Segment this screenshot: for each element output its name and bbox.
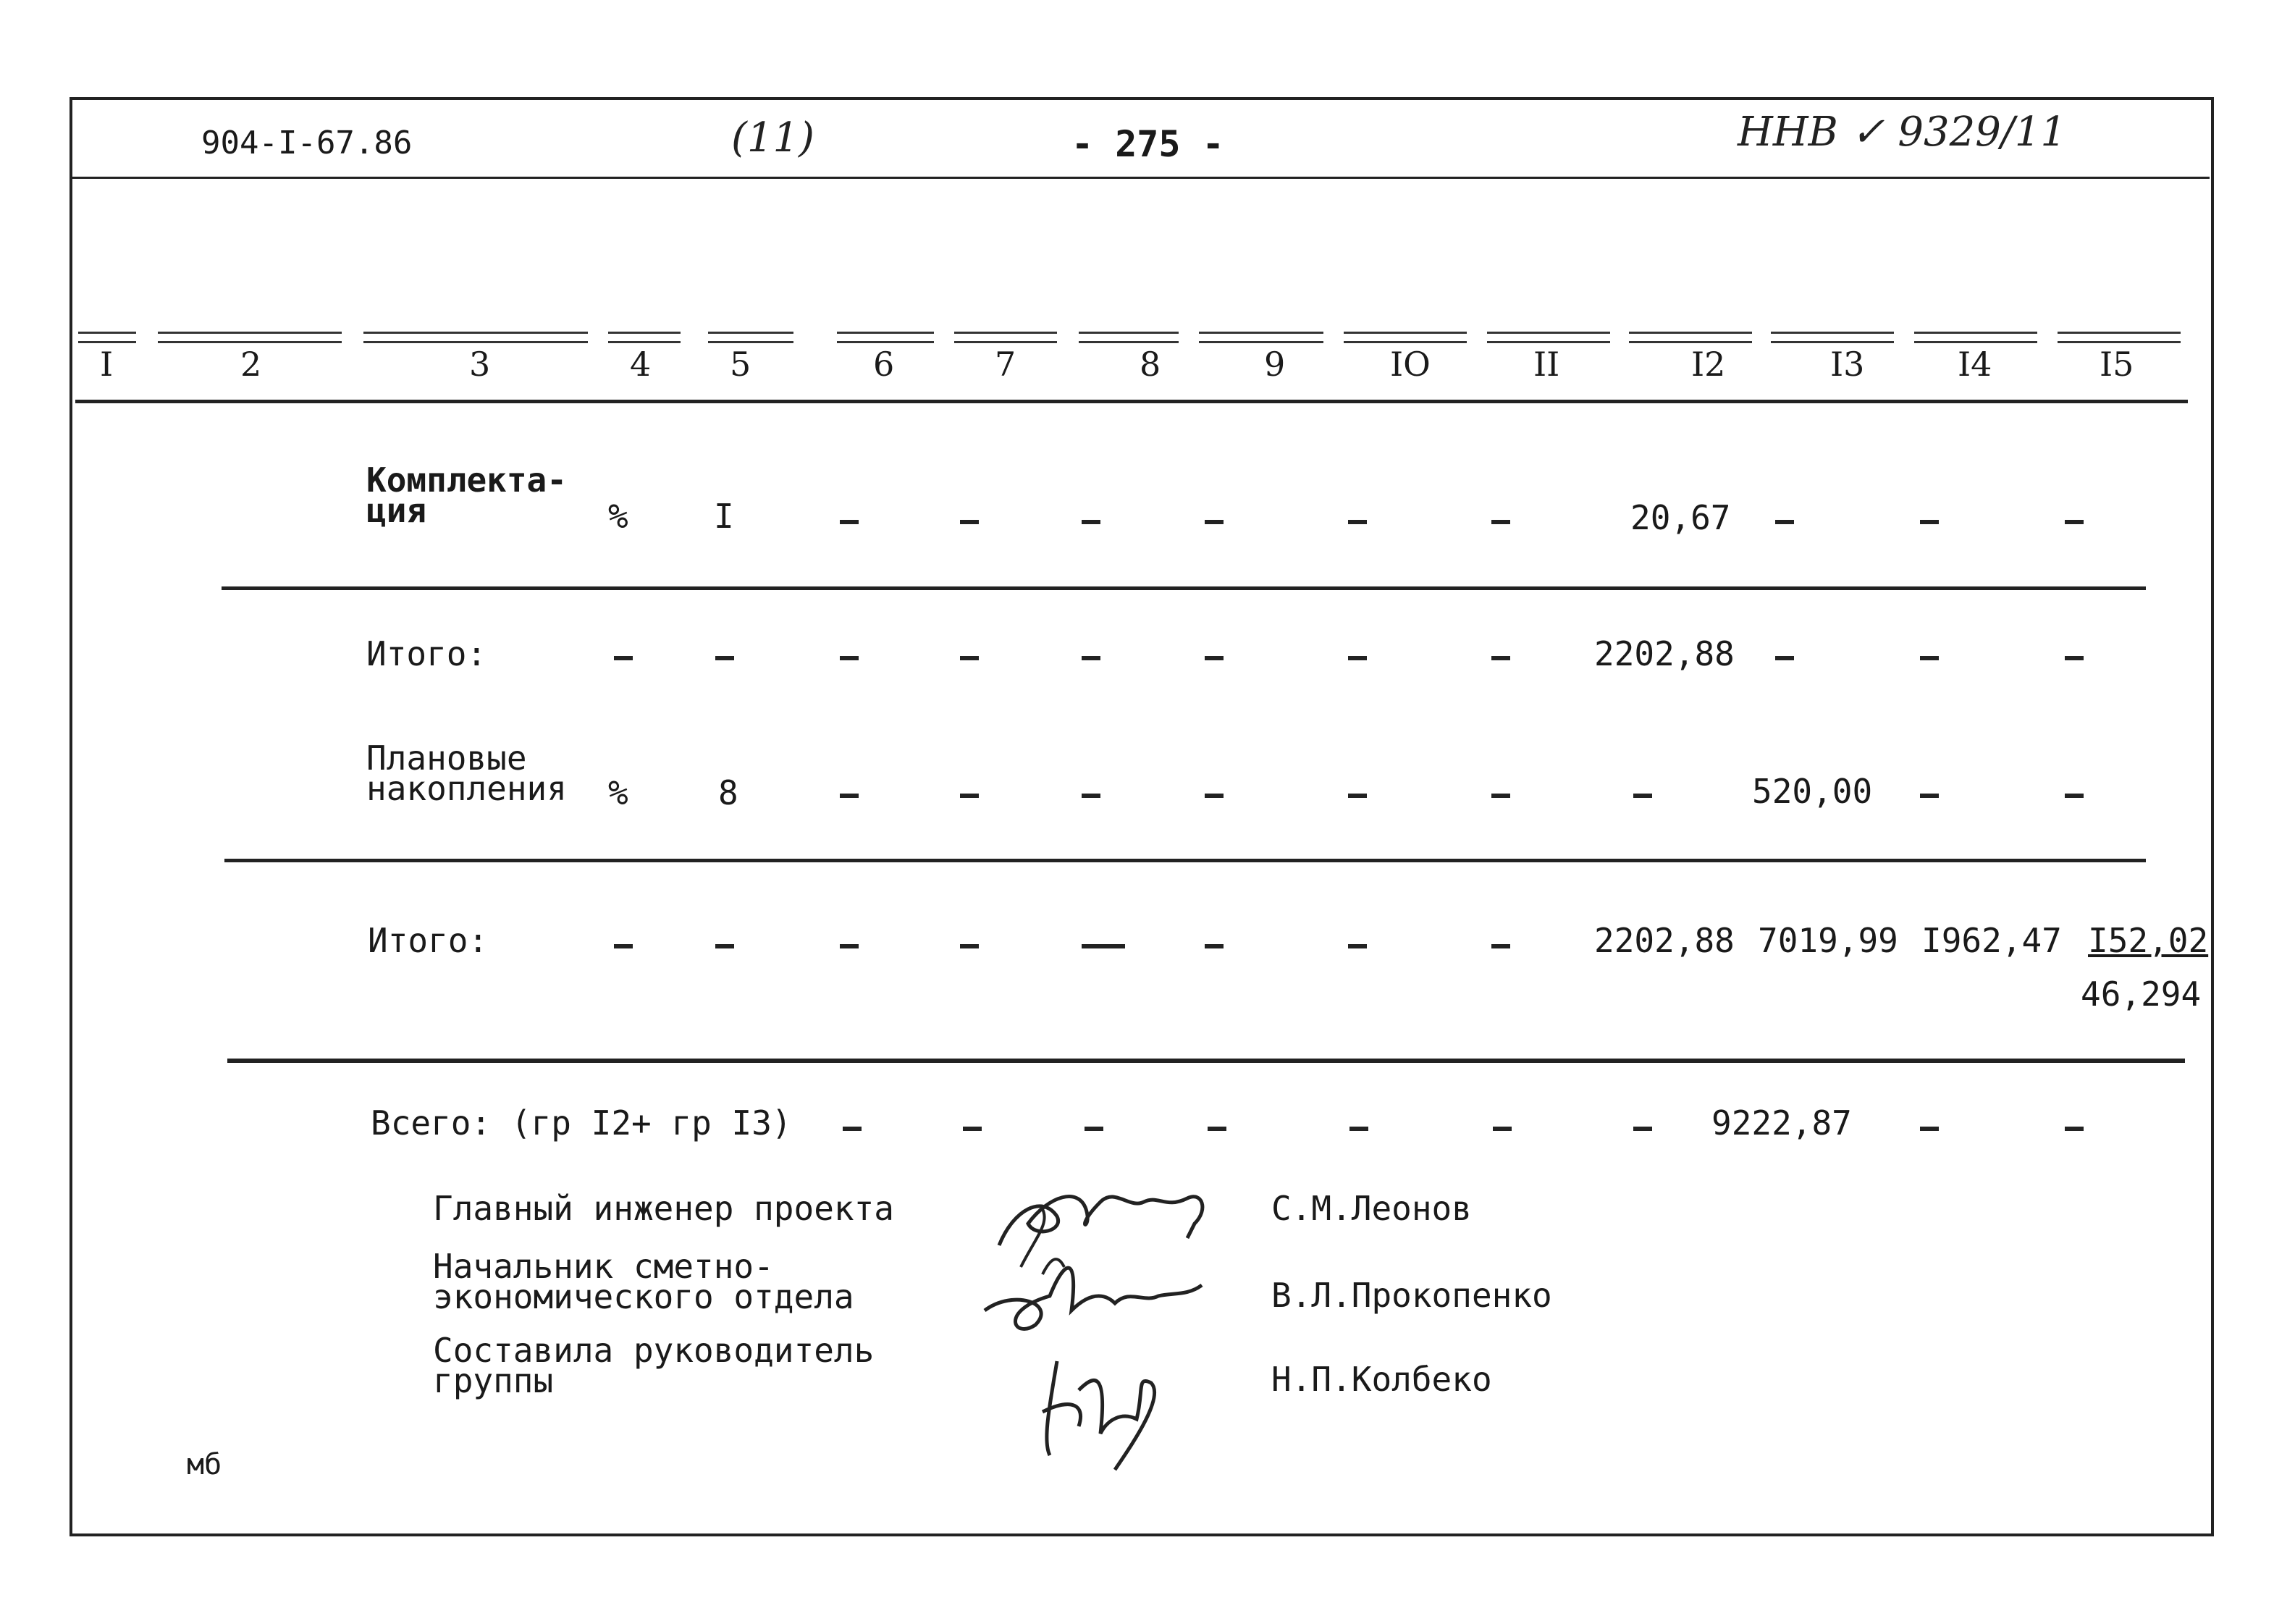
row2-dash-15 — [2065, 656, 2084, 660]
row3-dash-15 — [2065, 794, 2084, 798]
footer-mark: мб — [187, 1448, 222, 1481]
row2-dash-10 — [1348, 656, 1367, 660]
row5-dash-11 — [1493, 1127, 1512, 1131]
row1-col5: I — [714, 497, 734, 536]
row1-dash-13 — [1775, 520, 1794, 524]
page-number: - 275 - — [1071, 123, 1224, 165]
row1-dash-8 — [1082, 520, 1100, 524]
row3-dash-12 — [1633, 794, 1652, 798]
col-header-13: I3 — [1830, 345, 1865, 384]
row2-dash-7 — [960, 656, 979, 660]
row2-col12: 2202,88 — [1594, 634, 1735, 673]
col-header-5: 5 — [730, 345, 751, 384]
col-header-10: IO — [1390, 345, 1431, 384]
signature-role-chief-engineer: Главный инженер проекта — [433, 1189, 894, 1228]
row1-dash-9 — [1205, 520, 1224, 524]
rule-col-5 — [708, 332, 793, 343]
sheet-number: (11) — [731, 114, 814, 161]
row2-dash-5 — [715, 656, 734, 660]
rule-col-3 — [363, 332, 588, 343]
row4-dash-5 — [715, 944, 734, 948]
col-header-12: I2 — [1691, 345, 1726, 384]
row2-dash-6 — [840, 656, 859, 660]
col-header-4: 4 — [630, 345, 652, 384]
row4-col14: I962,47 — [1921, 921, 2062, 960]
col-header-15: I5 — [2100, 345, 2134, 384]
row5-dash-12 — [1633, 1127, 1652, 1131]
row4-label: Итого: — [368, 921, 489, 960]
row2-dash-13 — [1775, 656, 1794, 660]
row3-dash-11 — [1491, 794, 1510, 798]
row1-rule — [222, 586, 2146, 590]
doc-code: 904-I-67.86 — [201, 125, 413, 161]
row5-dash-10 — [1349, 1127, 1368, 1131]
col-header-2: 2 — [240, 345, 262, 384]
row5-dash-15 — [2065, 1127, 2084, 1131]
col-header-8: 8 — [1140, 345, 1161, 384]
row2-dash-11 — [1491, 656, 1510, 660]
signature-name-prokopenko: В.Л.Прокопенко — [1271, 1276, 1552, 1315]
row3-unit: % — [608, 773, 628, 812]
row4-dash-7 — [960, 944, 979, 948]
row5-dash-9 — [1208, 1127, 1226, 1131]
row4-dash-4 — [614, 944, 633, 948]
row1-dash-11 — [1491, 520, 1510, 524]
rule-col-15 — [2058, 332, 2181, 343]
signature-kolbeko-image — [1028, 1347, 1202, 1477]
col-header-1: I — [100, 345, 114, 384]
rule-col-7 — [954, 332, 1057, 343]
signature-name-leonov: С.М.Леонов — [1271, 1189, 1472, 1228]
inventory-number: ННВ ✓ 9329/11 — [1738, 109, 2066, 156]
row2-dash-8 — [1082, 656, 1100, 660]
rule-col-1 — [78, 332, 136, 343]
row5-dash-6 — [843, 1127, 862, 1131]
row3-dash-9 — [1205, 794, 1224, 798]
row4-col15-numerator: I52,02 — [2088, 921, 2209, 960]
row1-unit: % — [608, 497, 628, 536]
row2-dash-9 — [1205, 656, 1224, 660]
row4-col13: 7019,99 — [1758, 921, 1898, 960]
row4-dash-6 — [840, 944, 859, 948]
row1-label: Комплекта- ция — [366, 460, 567, 530]
col-header-3: 3 — [469, 345, 491, 384]
signature-name-kolbeko: Н.П.Колбеко — [1271, 1360, 1492, 1399]
rule-col-14 — [1914, 332, 2037, 343]
col-header-7: 7 — [995, 345, 1016, 384]
row2-label: Итого: — [366, 634, 487, 673]
rule-col-4 — [608, 332, 681, 343]
row3-dash-6 — [840, 794, 859, 798]
row4-dash-11 — [1491, 944, 1510, 948]
rule-col-10 — [1344, 332, 1467, 343]
header-rule — [71, 177, 2210, 179]
row4-col15-denominator: 46,294 — [2081, 975, 2202, 1014]
row3-label: Плановые накопления — [366, 739, 567, 808]
row2-dash-4 — [614, 656, 633, 660]
row4-rule — [227, 1059, 2185, 1063]
row1-dash-7 — [960, 520, 979, 524]
row3-col13: 520,00 — [1752, 772, 1873, 811]
row1-dash-14 — [1920, 520, 1939, 524]
row1-dash-6 — [840, 520, 859, 524]
col-header-14: I4 — [1958, 345, 1992, 384]
row5-dash-7 — [963, 1127, 982, 1131]
row1-col12: 20,67 — [1630, 498, 1731, 537]
rule-col-8 — [1079, 332, 1179, 343]
row1-dash-10 — [1348, 520, 1367, 524]
row3-dash-10 — [1348, 794, 1367, 798]
column-header-rule — [75, 400, 2188, 403]
signature-role-group-lead: Составила руководитель группы — [433, 1331, 875, 1400]
row5-col13: 9222,87 — [1711, 1103, 1852, 1143]
rule-col-13 — [1771, 332, 1894, 343]
row3-rule — [224, 859, 2146, 862]
col-header-9: 9 — [1264, 345, 1286, 384]
row3-col5: 8 — [718, 773, 738, 812]
row5-dash-14 — [1920, 1127, 1939, 1131]
row4-col12: 2202,88 — [1594, 921, 1735, 960]
row3-dash-8 — [1082, 794, 1100, 798]
row4-dash-10 — [1348, 944, 1367, 948]
row4-dash-8 — [1082, 944, 1125, 948]
row2-dash-14 — [1920, 656, 1939, 660]
rule-col-12 — [1629, 332, 1752, 343]
signature-prokopenko-image — [970, 1245, 1216, 1339]
signature-role-head-dept: Начальник сметно- экономического отдела — [433, 1247, 854, 1316]
col-header-11: II — [1533, 345, 1560, 384]
rule-col-6 — [837, 332, 934, 343]
row1-dash-15 — [2065, 520, 2084, 524]
row4-dash-9 — [1205, 944, 1224, 948]
col-header-6: 6 — [873, 345, 895, 384]
row5-dash-8 — [1085, 1127, 1103, 1131]
row5-label: Всего: (гр I2+ гр I3) — [371, 1103, 792, 1143]
row3-dash-7 — [960, 794, 979, 798]
rule-col-2 — [158, 332, 342, 343]
rule-col-11 — [1487, 332, 1610, 343]
row3-dash-14 — [1920, 794, 1939, 798]
rule-col-9 — [1199, 332, 1323, 343]
